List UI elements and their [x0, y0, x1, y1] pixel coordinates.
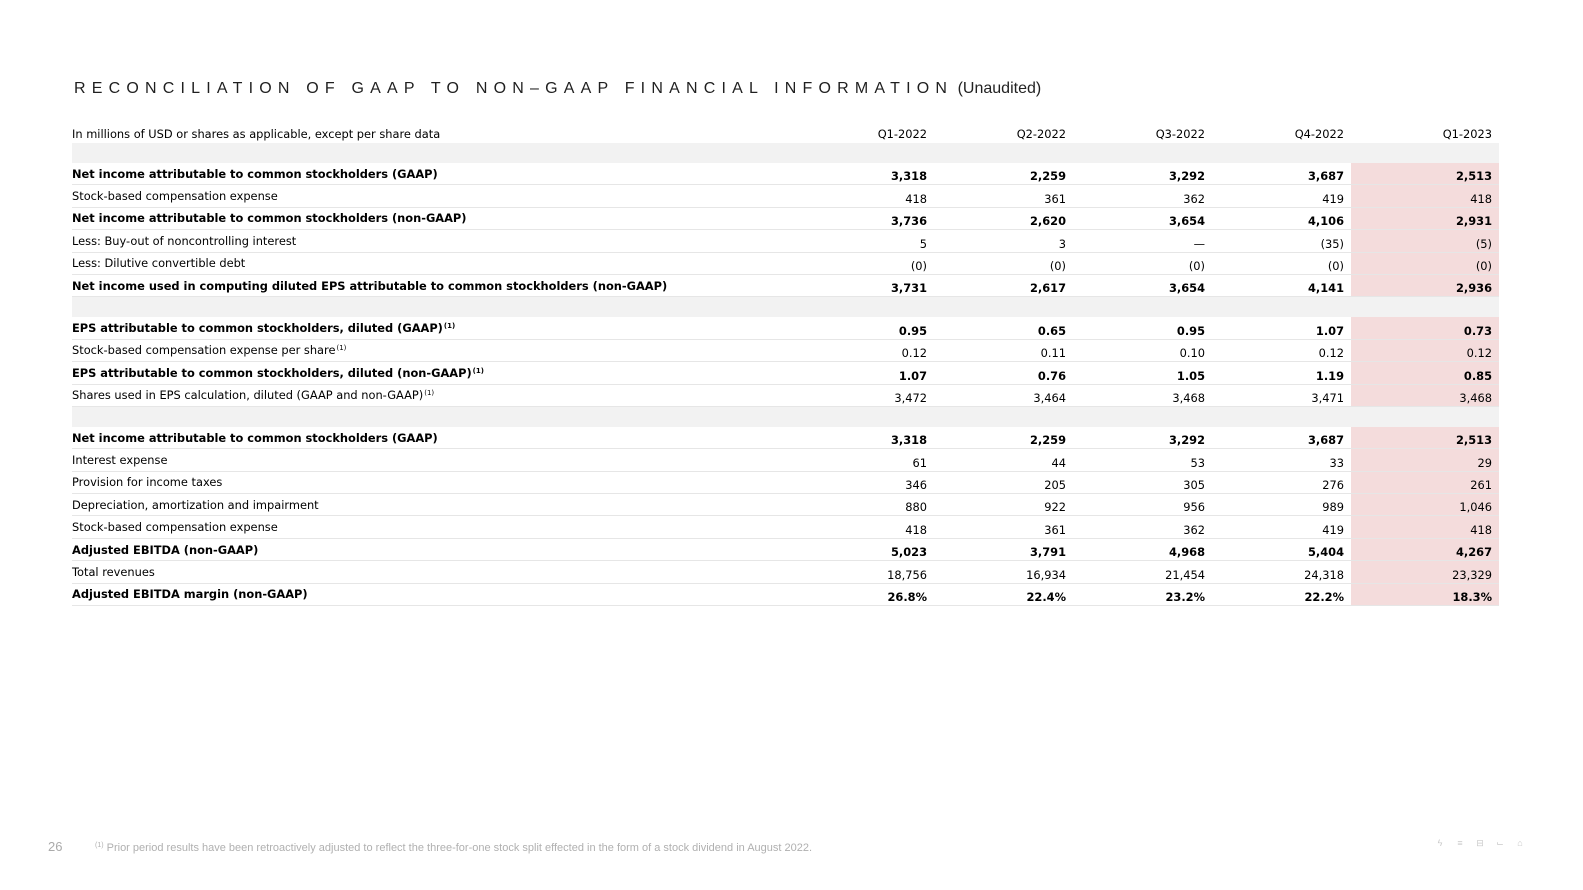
row-label-text: Stock-based compensation expense — [72, 520, 278, 535]
current-quarter-cell: (0) — [1351, 252, 1499, 274]
value-cell: 5,023 — [795, 538, 934, 560]
value-cell: 0.12 — [1212, 339, 1351, 361]
value-cell: 1.07 — [795, 362, 934, 384]
page-title — [74, 80, 1041, 98]
current-quarter-cell: 2,936 — [1351, 274, 1499, 296]
section-spacer — [72, 406, 1499, 427]
current-quarter-cell: 2,513 — [1351, 163, 1499, 185]
row-label — [72, 471, 795, 493]
current-quarter-cell: 1,046 — [1351, 494, 1499, 516]
table-row — [72, 362, 1499, 384]
value-cell: 2,620 — [934, 207, 1073, 229]
value-cell: 23.2% — [1073, 583, 1212, 605]
footnote-text: Prior period results have been retroactively adjusted to reflect the three-for-one stock split effected in the form of a stock dividend in August 2022. — [106, 842, 813, 854]
value-cell: 5 — [795, 230, 934, 252]
value-cell: 3,464 — [934, 384, 1073, 406]
page-number: 26 — [48, 839, 63, 854]
value-cell: 418 — [795, 185, 934, 207]
table-row — [72, 471, 1499, 493]
row-label — [72, 494, 795, 516]
row-label-text: EPS attributable to common stockholders, diluted (non-GAAP) — [72, 365, 472, 380]
table-row — [72, 339, 1499, 361]
spacer-cell — [1073, 297, 1212, 318]
row-label-text: Less: Buy-out of noncontrolling interest — [72, 233, 297, 248]
value-cell: 3,687 — [1212, 427, 1351, 449]
current-quarter-cell: 0.73 — [1351, 317, 1499, 339]
column-header: Q2-2022 — [1016, 127, 1066, 141]
column-header: Q4-2022 — [1294, 127, 1344, 141]
row-label-text: Depreciation, amortization and impairment — [72, 497, 319, 512]
value-cell: 44 — [934, 449, 1073, 471]
title-sub: (Unaudited) — [957, 80, 1042, 97]
value-cell: 18,756 — [795, 561, 934, 583]
value-cell: 205 — [934, 471, 1073, 493]
row-label — [72, 185, 795, 207]
table-row — [72, 384, 1499, 406]
value-cell: 0.65 — [934, 317, 1073, 339]
table-row — [72, 583, 1499, 605]
table-row — [72, 317, 1499, 339]
row-label — [72, 274, 795, 296]
value-cell: 3,472 — [795, 384, 934, 406]
row-label — [72, 583, 795, 605]
value-cell: 3,468 — [1073, 384, 1212, 406]
row-label-text: Net income attributable to common stockholders (GAAP) — [72, 166, 438, 181]
column-header: Q1-2022 — [877, 127, 927, 141]
lightning-icon: ϟ — [1437, 838, 1443, 848]
value-cell: 3 — [934, 230, 1073, 252]
current-quarter-cell: 23,329 — [1351, 561, 1499, 583]
value-cell: 61 — [795, 449, 934, 471]
table-row — [72, 252, 1499, 274]
current-quarter-cell: 0.12 — [1351, 339, 1499, 361]
value-cell: 4,106 — [1212, 207, 1351, 229]
value-cell: 3,687 — [1212, 163, 1351, 185]
footnote-ref: (1) — [472, 366, 484, 375]
footnote-ref: (1) — [424, 389, 435, 398]
column-header-current: Q1-2023 — [1442, 127, 1492, 141]
reconciliation-table — [72, 125, 1499, 606]
value-cell: 419 — [1212, 185, 1351, 207]
table-row — [72, 561, 1499, 583]
value-cell: 0.95 — [1073, 317, 1212, 339]
value-cell: — — [1073, 230, 1212, 252]
value-cell: (35) — [1212, 230, 1351, 252]
row-label-text: Adjusted EBITDA margin (non-GAAP) — [72, 587, 308, 602]
value-cell: 361 — [934, 185, 1073, 207]
value-cell: 2,617 — [934, 274, 1073, 296]
spacer-cell — [1212, 143, 1351, 163]
spacer-cell — [795, 406, 934, 427]
value-cell: 0.10 — [1073, 339, 1212, 361]
value-cell: 4,968 — [1073, 538, 1212, 560]
spacer-cell — [934, 406, 1073, 427]
footnote-ref: (1) — [336, 344, 347, 353]
table-body — [72, 143, 1499, 606]
row-label — [72, 252, 795, 274]
row-label — [72, 163, 795, 185]
value-cell: 2,259 — [934, 163, 1073, 185]
value-cell: 0.11 — [934, 339, 1073, 361]
row-label-text: Net income attributable to common stockholders (GAAP) — [72, 430, 438, 445]
value-cell: (0) — [795, 252, 934, 274]
footer-icons — [1435, 838, 1525, 849]
value-cell: 22.2% — [1212, 583, 1351, 605]
value-cell: 16,934 — [934, 561, 1073, 583]
row-label-text: Less: Dilutive convertible debt — [72, 256, 246, 271]
table-row — [72, 449, 1499, 471]
table-row — [72, 163, 1499, 185]
row-label-text: Provision for income taxes — [72, 475, 223, 490]
value-cell: 3,471 — [1212, 384, 1351, 406]
value-cell: 922 — [934, 494, 1073, 516]
current-quarter-cell: 29 — [1351, 449, 1499, 471]
value-cell: 1.05 — [1073, 362, 1212, 384]
current-quarter-cell: 418 — [1351, 185, 1499, 207]
spacer-cell — [1351, 297, 1499, 318]
value-cell: 1.19 — [1212, 362, 1351, 384]
spacer-cell — [72, 406, 795, 427]
row-label — [72, 207, 795, 229]
spacer-cell — [1212, 297, 1351, 318]
current-quarter-cell: 4,267 — [1351, 538, 1499, 560]
spacer-cell — [1351, 143, 1499, 163]
value-cell: 3,731 — [795, 274, 934, 296]
row-label — [72, 230, 795, 252]
value-cell: 418 — [795, 516, 934, 538]
value-cell: 0.12 — [795, 339, 934, 361]
current-quarter-cell: 18.3% — [1351, 583, 1499, 605]
value-cell: 362 — [1073, 516, 1212, 538]
value-cell: (0) — [1073, 252, 1212, 274]
value-cell: 3,791 — [934, 538, 1073, 560]
current-quarter-cell: 3,468 — [1351, 384, 1499, 406]
table-row — [72, 427, 1499, 449]
footnote — [94, 842, 812, 854]
value-cell: (0) — [1212, 252, 1351, 274]
table-header-row — [72, 125, 1499, 143]
spacer-cell — [934, 297, 1073, 318]
current-quarter-cell: 0.85 — [1351, 362, 1499, 384]
spacer-cell — [72, 143, 795, 163]
spacer-cell — [1073, 406, 1212, 427]
row-label-text: Total revenues — [72, 564, 155, 579]
value-cell: 53 — [1073, 449, 1212, 471]
spacer-cell — [72, 297, 795, 318]
row-label — [72, 561, 795, 583]
row-label-text: Shares used in EPS calculation, diluted (GAAP and non-GAAP) — [72, 388, 424, 403]
value-cell: 3,318 — [795, 427, 934, 449]
value-cell: 419 — [1212, 516, 1351, 538]
value-cell: 2,259 — [934, 427, 1073, 449]
value-cell: 3,292 — [1073, 163, 1212, 185]
section-spacer — [72, 297, 1499, 318]
value-cell: 3,318 — [795, 163, 934, 185]
value-cell: 22.4% — [934, 583, 1073, 605]
row-label — [72, 449, 795, 471]
row-label — [72, 516, 795, 538]
value-cell: 3,654 — [1073, 207, 1212, 229]
value-cell: 5,404 — [1212, 538, 1351, 560]
table-row — [72, 274, 1499, 296]
current-quarter-cell: 261 — [1351, 471, 1499, 493]
value-cell: 276 — [1212, 471, 1351, 493]
value-cell: 880 — [795, 494, 934, 516]
row-label-text: Interest expense — [72, 452, 168, 467]
table-row — [72, 230, 1499, 252]
value-cell: (0) — [934, 252, 1073, 274]
current-quarter-cell: 418 — [1351, 516, 1499, 538]
value-cell: 362 — [1073, 185, 1212, 207]
value-cell: 3,292 — [1073, 427, 1212, 449]
spacer-cell — [1351, 406, 1499, 427]
car-icon: ⊟ — [1476, 838, 1484, 848]
value-cell: 0.95 — [795, 317, 934, 339]
table-row — [72, 207, 1499, 229]
section-spacer — [72, 143, 1499, 163]
row-label — [72, 538, 795, 560]
value-cell: 24,318 — [1212, 561, 1351, 583]
row-label-text: Stock-based compensation expense per share — [72, 343, 336, 358]
stack-icon: ≡ — [1457, 838, 1463, 848]
row-label-text: EPS attributable to common stockholders, diluted (GAAP) — [72, 321, 443, 336]
spacer-cell — [795, 297, 934, 318]
units-note: In millions of USD or shares as applicable, except per share data — [72, 127, 441, 141]
value-cell: 33 — [1212, 449, 1351, 471]
value-cell: 989 — [1212, 494, 1351, 516]
value-cell: 956 — [1073, 494, 1212, 516]
row-label — [72, 384, 795, 406]
footnote-ref: (1) — [443, 322, 456, 331]
value-cell: 1.07 — [1212, 317, 1351, 339]
row-label — [72, 317, 795, 339]
value-cell: 0.76 — [934, 362, 1073, 384]
row-label-text: Net income attributable to common stockholders (non-GAAP) — [72, 211, 467, 226]
spacer-cell — [934, 143, 1073, 163]
value-cell: 4,141 — [1212, 274, 1351, 296]
row-label — [72, 362, 795, 384]
home-icon: ⌂ — [1517, 838, 1523, 848]
table-row — [72, 494, 1499, 516]
row-label-text: Net income used in computing diluted EPS attributable to common stockholders (non-GAAP) — [72, 278, 668, 293]
table-row — [72, 516, 1499, 538]
row-label — [72, 339, 795, 361]
row-label — [72, 427, 795, 449]
value-cell: 3,736 — [795, 207, 934, 229]
value-cell: 305 — [1073, 471, 1212, 493]
value-cell: 3,654 — [1073, 274, 1212, 296]
spacer-cell — [1073, 143, 1212, 163]
spacer-cell — [795, 143, 934, 163]
table-row — [72, 538, 1499, 560]
table-row — [72, 185, 1499, 207]
charging-icon: ⌙ — [1496, 838, 1504, 848]
value-cell: 361 — [934, 516, 1073, 538]
value-cell: 21,454 — [1073, 561, 1212, 583]
row-label-text: Adjusted EBITDA (non-GAAP) — [72, 542, 259, 557]
column-header: Q3-2022 — [1155, 127, 1205, 141]
spacer-cell — [1212, 406, 1351, 427]
title-main: RECONCILIATION OF GAAP TO NON–GAAP FINANCIAL INFORMATION — [74, 80, 954, 97]
current-quarter-cell: 2,513 — [1351, 427, 1499, 449]
current-quarter-cell: 2,931 — [1351, 207, 1499, 229]
value-cell: 346 — [795, 471, 934, 493]
value-cell: 26.8% — [795, 583, 934, 605]
current-quarter-cell: (5) — [1351, 230, 1499, 252]
footnote-marker: (1) — [95, 842, 104, 849]
row-label-text: Stock-based compensation expense — [72, 189, 278, 204]
